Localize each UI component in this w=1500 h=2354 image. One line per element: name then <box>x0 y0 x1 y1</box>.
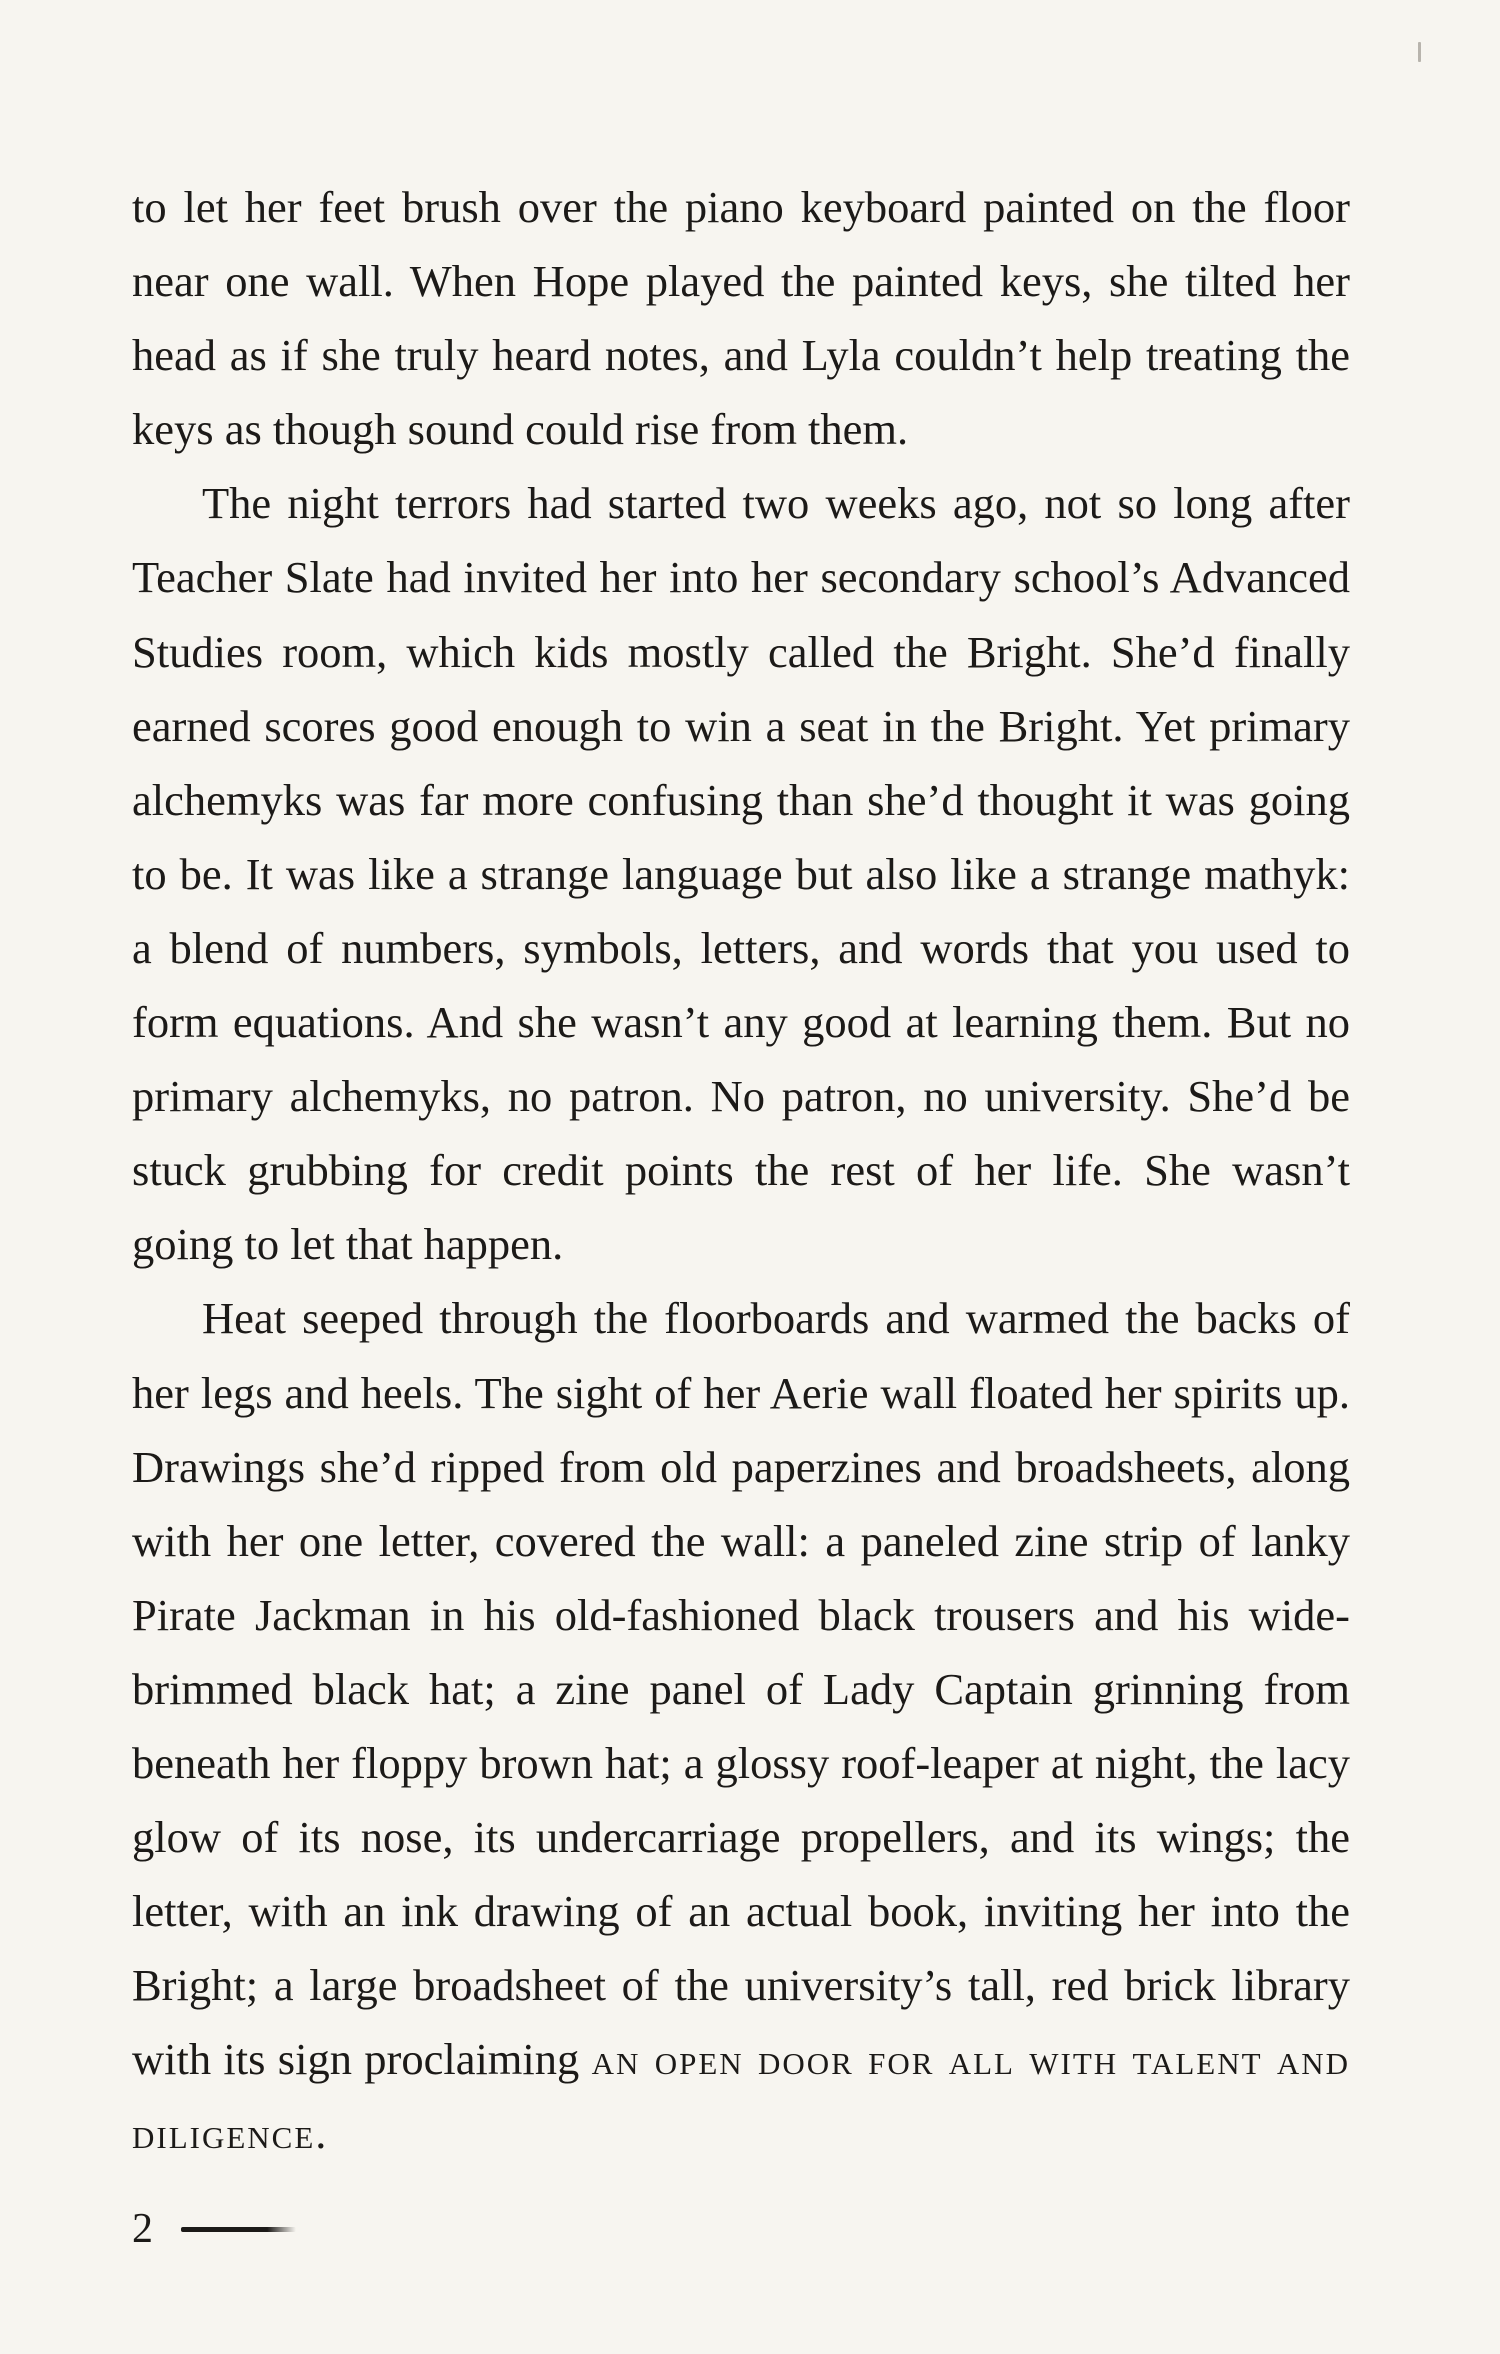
sign-text-smallcaps: an open door for all with talent and diligence. <box>132 2034 1350 2159</box>
paragraph-1: to let her feet brush over the piano keyboard painted on the floor near one wall. When Hope played the painted keys, she tilted her head as if she truly heard notes, and Lyla couldn’t help treating the keys as though sound could rise from them. <box>132 182 1350 455</box>
page-footer <box>132 2205 296 2253</box>
paragraph-3 <box>132 1281 1350 2170</box>
paragraph-3-text: Heat seeped through the floorboards and warmed the backs of her legs and heels. The sight of her Aerie wall floated her spirits up. Drawings she’d ripped from old paperzines and broadsheets, along with her one letter, covered the wall: a paneled zine strip of lanky Pirate Jackman in his old-fashioned black trousers and his wide-brimmed black hat; a zine panel of Lady Captain grinning from beneath her floppy brown hat; a glossy roof-leaper at night, the lacy glow of its nose, its undercarriage propellers, and its wings; the letter, with an ink drawing of an actual book, inviting her into the Bright; a large broadsheet of the university’s tall, red brick library with its sign proclaiming <box>132 1293 1350 2085</box>
footer-rule <box>181 2227 296 2232</box>
page-number: 2 <box>132 2206 153 2252</box>
body-text <box>132 170 1350 2171</box>
scan-speck <box>1418 42 1421 62</box>
paragraph-2: The night terrors had started two weeks ago, not so long after Teacher Slate had invited her into her secondary school’s Advanced Studies room, which kids mostly called the Bright. She’d finally earned scores good enough to win a seat in the Bright. Yet primary alchemyks was far more confusing than she’d thought it was going to be. It was like a strange language but also like a strange mathyk: a blend of numbers, symbols, letters, and words that you used to form equations. And she wasn’t any good at learning them. But no primary alchemyks, no patron. No patron, no university. She’d be stuck grubbing for credit points the rest of her life. She wasn’t going to let that happen. <box>132 478 1350 1270</box>
